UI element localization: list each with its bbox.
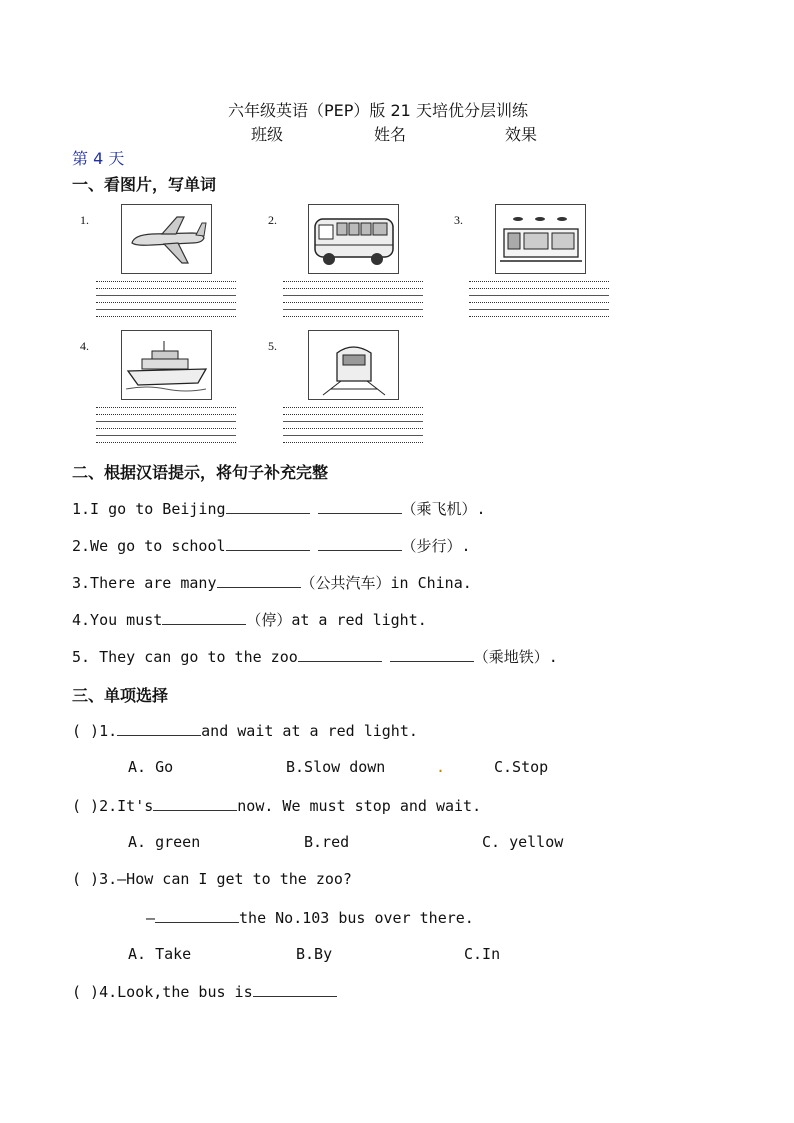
question-text: now. We must stop and wait. <box>237 797 482 815</box>
answer-blank[interactable] <box>226 536 310 551</box>
airplane-picture <box>121 204 212 274</box>
airplane-icon <box>122 205 211 273</box>
name-label: 姓名 <box>374 125 407 144</box>
writing-lines[interactable] <box>96 401 236 443</box>
item-number: 3. <box>454 213 463 227</box>
answer-paren[interactable]: ( ) <box>72 983 100 1001</box>
answer-paren[interactable]: ( ) <box>72 722 100 740</box>
question-text: 1.I go to Beijing <box>72 500 226 518</box>
question-text: 2.We go to school <box>72 537 226 555</box>
choice-question-1 <box>72 721 418 740</box>
answer-paren[interactable]: ( ) <box>72 870 100 888</box>
option-b[interactable]: B.Slow down <box>286 758 386 776</box>
hint-text: （停）at a red light. <box>246 611 427 629</box>
section2-heading: 二、根据汉语提示，将句子补充完整 <box>72 463 329 482</box>
option-a[interactable]: A. Take <box>128 945 192 963</box>
hint-text: （乘地铁）. <box>473 648 558 666</box>
subway-picture <box>495 204 586 274</box>
question-text: 2.It's <box>99 797 154 815</box>
class-label: 班级 <box>251 125 284 144</box>
train-picture <box>308 330 399 400</box>
answer-blank[interactable] <box>318 536 402 551</box>
choice-question-2 <box>72 796 481 815</box>
question-text: the No.103 bus over there. <box>239 909 474 927</box>
result-label: 效果 <box>505 125 538 144</box>
question-text: 4.You must <box>72 611 163 629</box>
writing-lines[interactable] <box>96 275 236 317</box>
option-a[interactable]: A. Go <box>128 758 174 776</box>
section1-heading: 一、看图片，写单词 <box>72 175 217 194</box>
question-text: 3.—How can I get to the zoo? <box>99 870 352 888</box>
item-number: 1. <box>80 213 89 227</box>
choice-question-3 <box>72 870 352 888</box>
ship-icon <box>122 331 211 399</box>
answer-blank[interactable] <box>217 573 301 588</box>
answer-blank[interactable] <box>153 796 237 811</box>
option-c[interactable]: C.Stop <box>494 758 549 776</box>
bus-picture <box>308 204 399 274</box>
answer-blank[interactable] <box>117 721 201 736</box>
bus-icon <box>309 205 398 273</box>
option-c[interactable]: C. yellow <box>482 833 564 851</box>
option-a[interactable]: A. green <box>128 833 201 851</box>
item-number: 2. <box>268 213 277 227</box>
question-3-reply <box>146 908 474 927</box>
answer-blank[interactable] <box>226 499 310 514</box>
item-number: 4. <box>80 339 89 353</box>
hint-text: （乘飞机）. <box>401 500 486 518</box>
answer-blank[interactable] <box>298 647 382 662</box>
train-icon <box>309 331 398 399</box>
fill-question-5 <box>72 646 558 667</box>
question-text: 4.Look,the bus is <box>99 983 253 1001</box>
question-text: 5. They can go to the zoo <box>72 648 298 666</box>
dash: — <box>146 909 156 927</box>
item-number: 5. <box>268 339 277 353</box>
answer-paren[interactable]: ( ) <box>72 797 100 815</box>
option-b[interactable]: B.red <box>304 833 350 851</box>
answer-blank[interactable] <box>390 647 474 662</box>
writing-lines[interactable] <box>283 275 423 317</box>
fill-question-1 <box>72 498 486 519</box>
hint-text: （公共汽车）in China. <box>300 574 472 592</box>
subway-train-icon <box>496 205 585 273</box>
writing-lines[interactable] <box>283 401 423 443</box>
hint-text: （步行）. <box>401 537 471 555</box>
answer-blank[interactable] <box>162 610 246 625</box>
writing-lines[interactable] <box>469 275 609 317</box>
question-text: and wait at a red light. <box>201 722 418 740</box>
fill-question-4 <box>72 609 427 630</box>
stray-mark: . <box>436 758 446 776</box>
day-label: 第 4 天 <box>72 149 125 168</box>
ship-picture <box>121 330 212 400</box>
answer-blank[interactable] <box>155 908 239 923</box>
option-b[interactable]: B.By <box>296 945 333 963</box>
fill-question-3 <box>72 572 472 593</box>
answer-blank[interactable] <box>318 499 402 514</box>
worksheet-title: 六年级英语（PEP）版 21 天培优分层训练 <box>228 101 528 120</box>
question-text: 3.There are many <box>72 574 217 592</box>
question-text: 1. <box>99 722 118 740</box>
option-c[interactable]: C.In <box>464 945 501 963</box>
fill-question-2 <box>72 535 471 556</box>
choice-question-4 <box>72 982 337 1001</box>
section3-heading: 三、单项选择 <box>72 686 169 705</box>
answer-blank[interactable] <box>253 982 337 997</box>
